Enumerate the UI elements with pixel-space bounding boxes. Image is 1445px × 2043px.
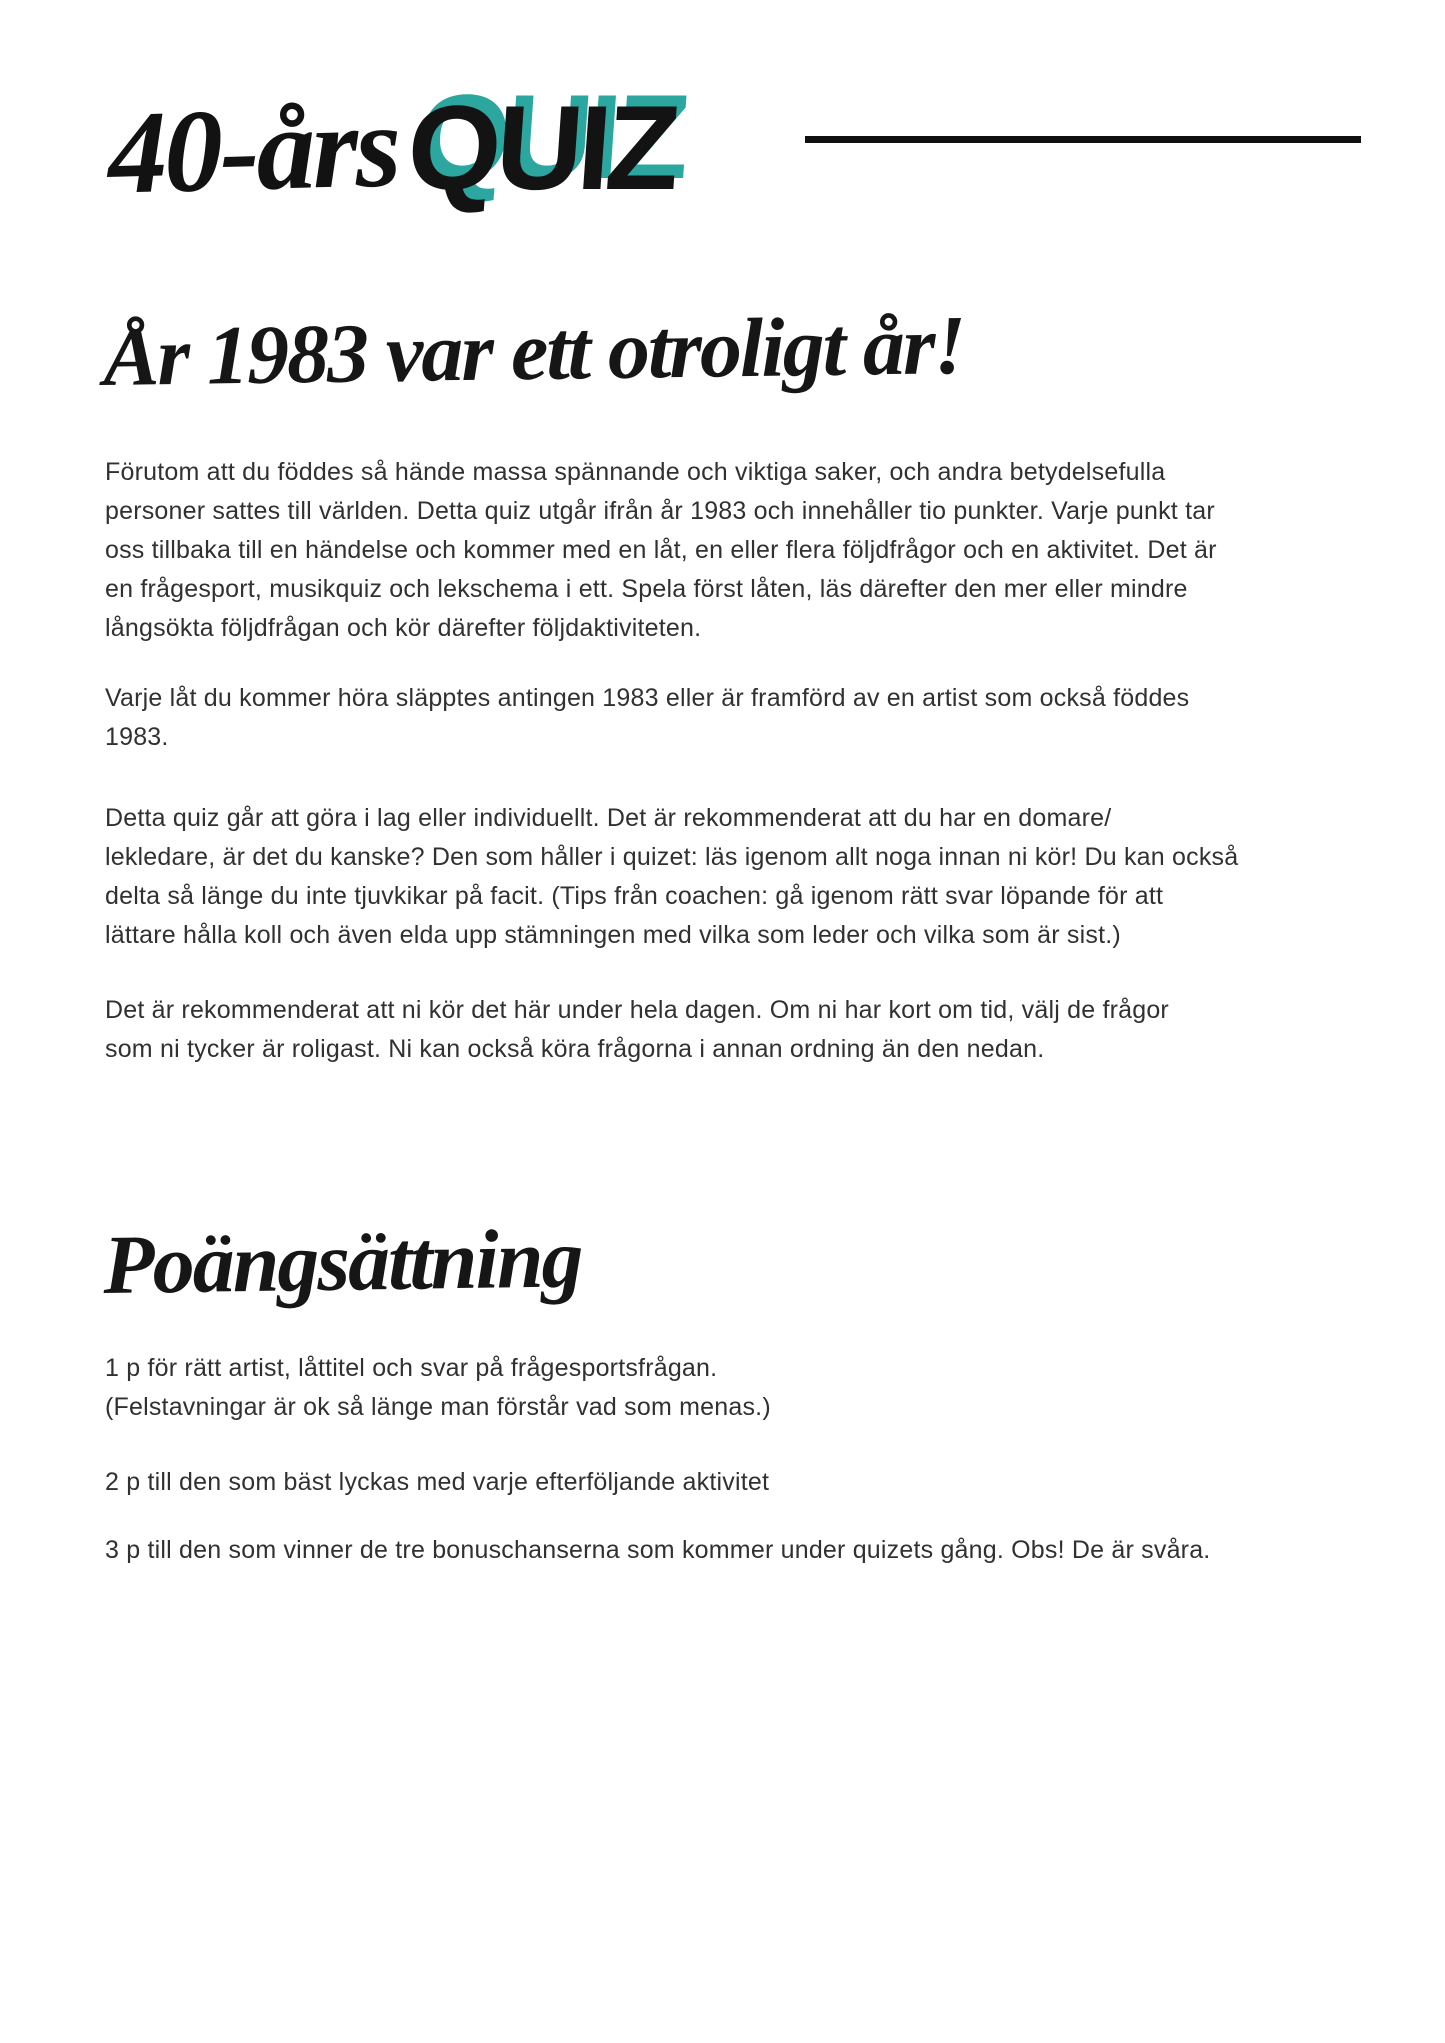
main-heading: År 1983 var ett otroligt år! [102,298,965,405]
scoring-item-3 [105,1531,1375,1570]
header-rule-line [805,136,1361,143]
text-line: personer sattes till världen. Detta quiz utgår ifrån år 1983 och innehåller tio punkter. Varje punkt tar [105,497,1215,525]
text-line: en frågesport, musikquiz och lekschema i ett. Spela först låten, läs därefter den mer eller mindre [105,575,1188,603]
text-line: delta så länge du inte tjuvkikar på facit. (Tips från coachen: gå igenom rätt svar löpande för att [105,882,1164,910]
text-line: lekledare, är det du kanske? Den som håller i quizet: läs igenom allt noga innan ni kör! Du kan också [105,843,1239,871]
scoring-heading: Poängsättning [102,1212,583,1313]
text-line: Det är rekommenderat att ni kör det här under hela dagen. Om ni har kort om tid, välj de frågor [105,996,1169,1024]
text-line: 3 p till den som vinner de tre bonuschanserna som kommer under quizets gång. Obs! De är svåra. [105,1536,1211,1564]
text-line: Varje låt du kommer höra släpptes antingen 1983 eller är framförd av en artist som också föddes [105,684,1190,712]
logo-quiz-word: QUIZ [403,81,680,215]
scoring-item-1 [105,1349,1375,1427]
text-line: som ni tycker är roligast. Ni kan också köra frågorna i annan ordning än den nedan. [105,1035,1045,1063]
text-line: långsökta följdfrågan och kör därefter följdaktiviteten. [105,614,702,642]
intro-paragraph-2 [105,679,1375,757]
text-line: 1 p för rätt artist, låttitel och svar på frågesportsfrågan. [105,1354,718,1382]
intro-paragraph-1 [105,453,1375,648]
text-line: 2 p till den som bäst lyckas med varje efterföljande aktivitet [105,1468,770,1496]
intro-paragraph-3 [105,799,1375,955]
intro-section [105,453,1375,1069]
text-line: Förutom att du föddes så hände massa spännande och viktiga saker, och andra betydelsefulla [105,458,1166,486]
text-line: oss tillbaka till en händelse och kommer med en låt, en eller flera följdfrågor och en aktivitet. Det är [105,536,1217,564]
text-line: 1983. [105,723,169,751]
intro-paragraph-4 [105,991,1375,1069]
logo [106,80,680,219]
text-line: Detta quiz går att göra i lag eller individuellt. Det är rekommenderat att du har en domare/ [105,804,1112,832]
scoring-item-2 [105,1463,1375,1502]
logo-script-text: 40-års [106,80,400,219]
text-line: (Felstavningar är ok så länge man förstår vad som menas.) [105,1393,771,1421]
text-line: lättare hålla koll och även elda upp stämningen med vilka som leder och vilka som är sist.) [105,921,1121,949]
scoring-section [105,1349,1375,1570]
